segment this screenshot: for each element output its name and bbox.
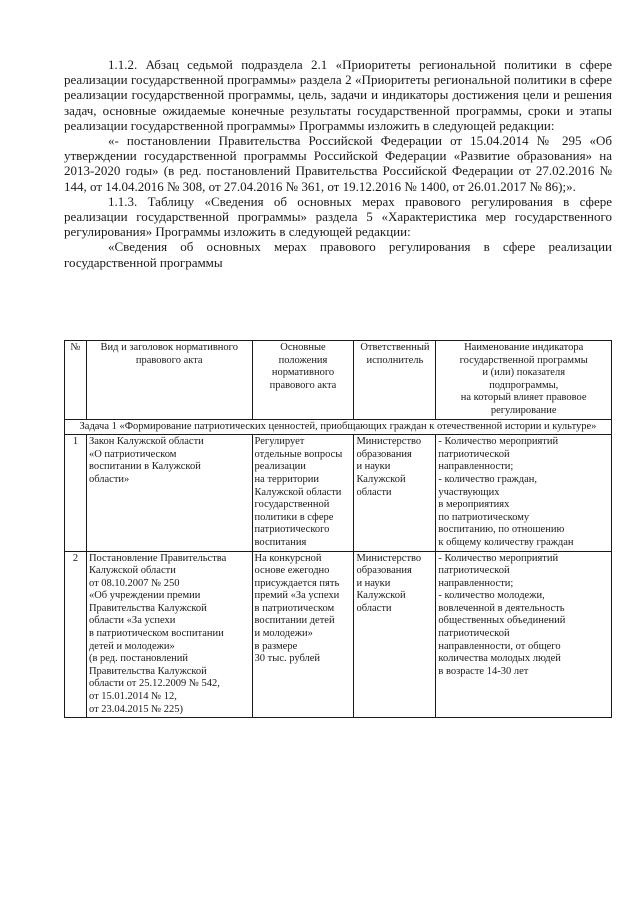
header-act: Вид и заголовок нормативного правового акта (86, 341, 252, 420)
row-executor: Министерство образования и науки Калужской области (354, 551, 436, 718)
header-provisions: Основные положения нормативного правового акта (252, 341, 354, 420)
row-act: Закон Калужской области «О патриотическом воспитании в Калужской области» (86, 435, 252, 551)
table-row (65, 435, 612, 551)
document-body (64, 57, 612, 270)
header-number: № (65, 341, 87, 420)
row-act: Постановление Правительства Калужской области от 08.10.2007 № 250 «Об учреждении премии Правительства Калужской области «За успехи в патриотическом воспитании детей и молодежи» (в ред. постановлений Правительства Калужской области от 25.12.2009 № 542, от 15.01.2014 № 12, от 23.04.2015 № 225) (86, 551, 252, 718)
task-row (65, 419, 612, 435)
header-indicator: Наименование индикатора государственной программы и (или) показателя подпрограммы, на который влияет правовое регулирование (436, 341, 612, 420)
row-number: 2 (65, 551, 87, 718)
table-row (65, 551, 612, 718)
paragraph-1-1-3: 1.1.3. Таблицу «Сведения об основных мерах правового регулирования в сфере реализации государственной программы» раздела 5 «Характеристика мер государственного регулирования» Программы изложить в следующей редакции: (64, 193, 612, 240)
paragraph-table-title: «Сведения об основных мерах правового регулирования в сфере реализации государственной программы (64, 239, 612, 270)
row-provisions: На конкурсной основе ежегодно присуждается пять премий «За успехи в патриотическом воспитании детей и молодежи» в размере 30 тыс. рублей (252, 551, 354, 718)
paragraph-1-1-2: 1.1.2. Абзац седьмой подраздела 2.1 «Приоритеты региональной политики в сфере реализации государственной программы» раздела 2 «Приоритеты региональной политики в сфере реализации государственной программы, цель, задачи и индикаторы достижения цели и решения задач, основные ожидаемые конечные результаты государственной программы, сроки и этапы реализации государственной программы» Программы изложить в следующей редакции: (64, 57, 612, 133)
task-cell: Задача 1 «Формирование патриотических ценностей, приобщающих граждан к отечественной истории и культуре» (65, 419, 612, 435)
header-executor: Ответственный исполнитель (354, 341, 436, 420)
row-number: 1 (65, 435, 87, 551)
row-provisions: Регулирует отдельные вопросы реализации на территории Калужской области государственной политики в сфере патриотического воспитания (252, 435, 354, 551)
row-executor: Министерство образования и науки Калужской области (354, 435, 436, 551)
row-indicator: - Количество мероприятий патриотической направленности; - количество граждан, участвующих в мероприятиях по патриотическому воспитанию, по отношению к общему количеству граждан (436, 435, 612, 551)
table-header-row (65, 341, 612, 420)
legal-regulation-table (64, 340, 612, 718)
paragraph-quote-postanovlenie: «- постановлении Правительства Российской Федерации от 15.04.2014 № 295 «Об утверждении государственной программы Российской Федерации «Развитие образования» на 2013-2020 годы» (в ред. постановлений Правительства Российской Федерации от 27.02.2016 № 144, от 14.04.2016 № 308, от 27.04.2016 № 361, от 19.12.2016 № 1400, от 26.01.2017 № 86);». (64, 133, 612, 194)
row-indicator: - Количество мероприятий патриотической направленности; - количество молодежи, вовлеченной в деятельность общественных объединений патриотической направленности, от общего количества молодых людей в возрасте 14-30 лет (436, 551, 612, 718)
